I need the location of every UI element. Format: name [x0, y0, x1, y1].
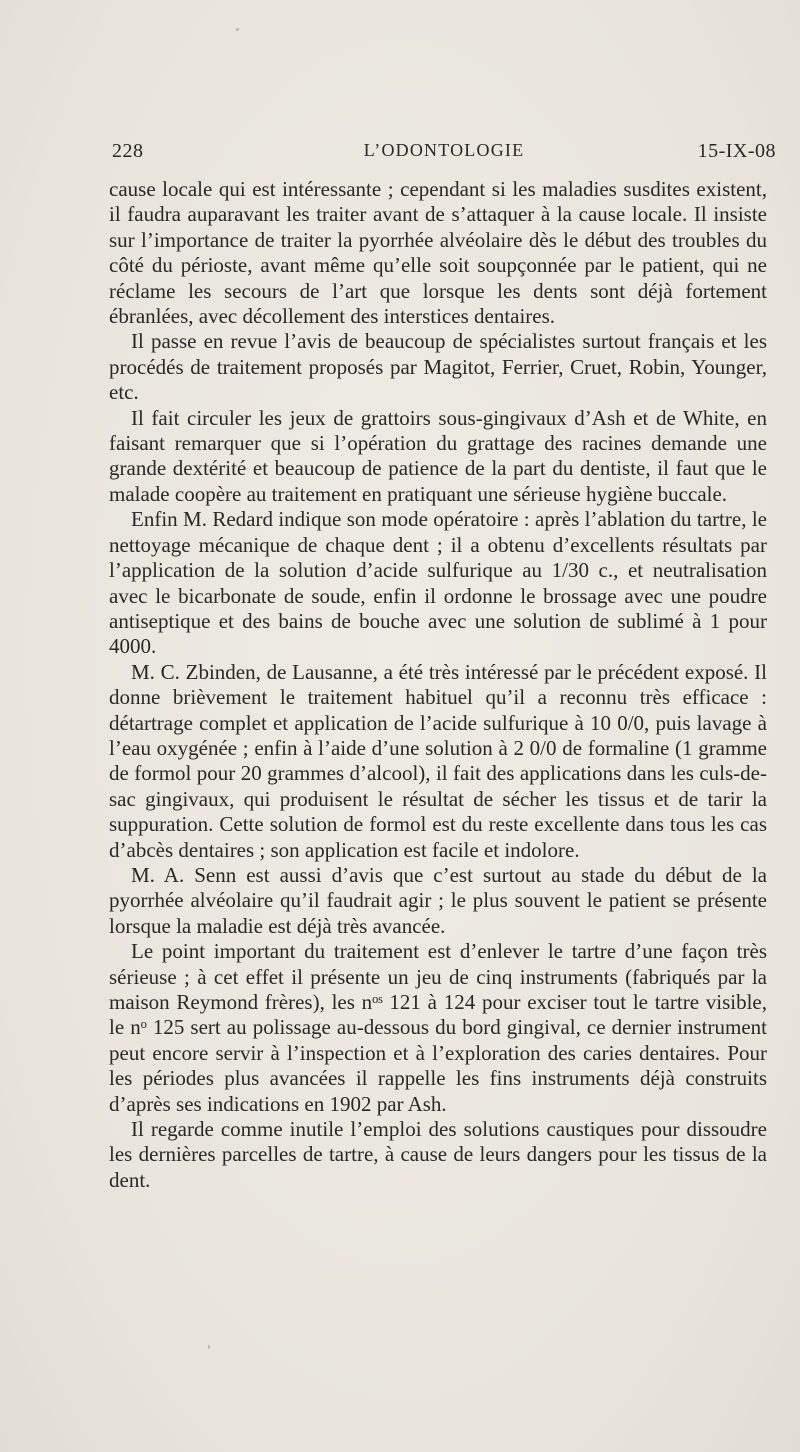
page-number: 228 [112, 140, 144, 162]
journal-title: L’ODONTOLOGIE [363, 140, 525, 160]
issue-date: 15-IX-08 [697, 140, 776, 162]
paper-speck [236, 28, 239, 31]
paragraph: Il regarde comme inutile l’emploi des solutions caustiques pour dissoudre les dernières parcelles de tartre, à cause de leurs dangers pour les tissus de la dent. [109, 1117, 767, 1192]
paragraph: Il fait circuler les jeux de grattoirs sous-gingivaux d’Ash et de White, en faisant remarquer que si l’opération du grattage des racines demande une grande dextérité et beaucoup de patience de la part du dentiste, il faut que le malade coopère au traitement en pratiquant une sérieuse hygiène buccale. [109, 405, 767, 506]
body-text [109, 177, 767, 1193]
paper-speck [208, 1345, 210, 1349]
paragraph: M. C. Zbinden, de Lausanne, a été très intéressé par le précédent exposé. Il donne brièvement le traitement habituel qu’il a reconnu très efficace : détartrage complet et application de l’acide sulfurique à 10 0/0, puis lavage à l’eau oxygénée ; enfin à l’aide d’une solution à 2 0/0 de formaline (1 gramme de formol pour 20 grammes d’alcool), il fait des applications dans les culs-de-sac gingivaux, qui produisent le résultat de sécher les tissus et de tarir la suppuration. Cette solution de formol est du reste excellente dans tous les cas d’abcès dentaires ; son application est facile et indolore. [109, 659, 767, 862]
running-head [112, 140, 776, 168]
paragraph: Enfin M. Redard indique son mode opératoire : après l’ablation du tartre, le nettoyage mécanique de chaque dent ; il a obtenu d’excellents résultats par l’application de la solution d’acide sulfurique au 1/30 c., et neutralisation avec le bicarbonate de soude, enfin il ordonne le brossage avec une poudre antiseptique et des bains de bouche avec une solution de sublimé à 1 pour 4000. [109, 507, 767, 659]
paragraph-continuation: cause locale qui est intéressante ; cependant si les maladies susdites existent, il faudra auparavant les traiter avant de s’attaquer à la cause locale. Il insiste sur l’importance de traiter la pyorrhée alvéolaire dès le début des troubles du côté du périoste, avant même qu’elle soit soupçonnée par le patient, qui ne réclame les secours de l’art que lorsque les dents sont déjà fortement ébranlées, avec décollement des interstices dentaires. [109, 177, 767, 329]
paragraph: Il passe en revue l’avis de beaucoup de spécialistes surtout français et les procédés de traitement proposés par Magitot, Ferrier, Cruet, Robin, Younger, etc. [109, 329, 767, 405]
paragraph: M. A. Senn est aussi d’avis que c’est surtout au stade du début de la pyorrhée alvéolaire qu’il faudrait agir ; le plus souvent le patient se présente lorsque la maladie est déjà très avancée. [109, 862, 767, 938]
paragraph: Le point important du traitement est d’enlever le tartre d’une façon très sérieuse ; à cet effet il présente un jeu de cinq instruments (fabriqués par la maison Reymond frères), les nᵒˢ 121 à 124 pour exciser tout le tartre visible, le nᵒ 125 sert au polissage au-dessous du bord gingival, ce dernier instrument peut encore servir à l’inspection et à l’exploration des caries dentaires. Pour les périodes plus avancées il rappelle les fins instruments déjà construits d’après ses indications en 1902 par Ash. [109, 939, 767, 1116]
